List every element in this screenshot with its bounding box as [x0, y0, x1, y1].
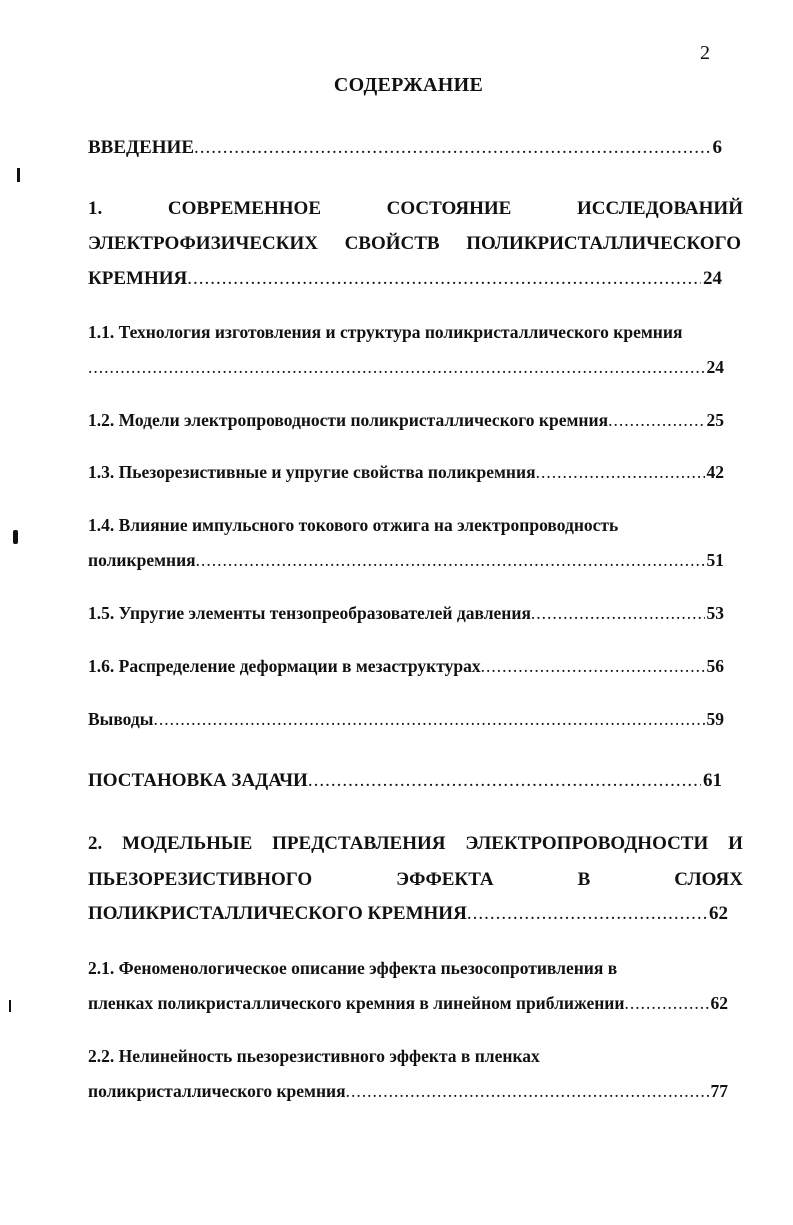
dot-leader	[531, 603, 705, 624]
dot-leader	[196, 550, 705, 571]
toc-label: поликремния	[88, 550, 196, 570]
toc-label: 1.6. Распределение деформации в мезаструктурах	[88, 656, 481, 676]
word: 1.	[88, 198, 103, 219]
toc-page: 61	[703, 770, 722, 791]
toc-entry-2-1-title: 2.1. Феноменологическое описание эффекта пьезосопротивления в	[88, 958, 618, 978]
toc-entry-intro	[88, 137, 722, 159]
word: ПРЕДСТАВЛЕНИЯ	[272, 833, 446, 854]
page-title: СОДЕРЖАНИЕ	[333, 74, 484, 96]
toc-entry-1-6	[88, 656, 724, 677]
toc-page: 6	[712, 137, 722, 158]
dot-leader	[346, 1081, 709, 1102]
dot-leader	[187, 268, 701, 290]
dot-leader	[608, 410, 704, 431]
word: СЛОЯХ	[674, 869, 743, 890]
toc-entry-1-1-title: 1.1. Технология изготовления и структура поликристаллического кремния	[88, 322, 683, 342]
scan-mark	[13, 530, 18, 544]
page-number: 2	[700, 42, 710, 64]
dot-leader	[624, 993, 708, 1014]
toc-chapter2-line1	[88, 833, 743, 855]
toc-page: 51	[706, 550, 724, 570]
toc-entry-1-1	[88, 357, 724, 378]
toc-entry-2-2-title: 2.2. Нелинейность пьезорезистивного эффекта в пленках	[88, 1046, 540, 1066]
toc-page: 42	[706, 462, 724, 482]
toc-chapter1-line2	[88, 233, 741, 255]
toc-entry-1-3	[88, 462, 724, 483]
toc-chapter2-line2	[88, 869, 743, 891]
toc-label: поликристаллического кремния	[88, 1081, 346, 1101]
word: ЭЛЕКТРОПРОВОДНОСТИ	[465, 833, 709, 854]
toc-entry-2-2	[88, 1081, 728, 1102]
toc-label: 1.3. Пьезорезистивные и упругие свойства поликремния	[88, 462, 536, 482]
toc-page: 62	[709, 903, 728, 924]
toc-label: ВВЕДЕНИЕ	[88, 137, 194, 158]
dot-leader	[536, 462, 705, 483]
toc-entry-chapter1	[88, 268, 722, 290]
toc-entry-chapter2	[88, 903, 728, 925]
toc-entry-1-4-title: 1.4. Влияние импульсного токового отжига на электропроводность	[88, 515, 619, 535]
toc-page: 56	[706, 656, 724, 676]
word: ЭЛЕКТРОФИЗИЧЕСКИХ	[88, 233, 318, 254]
toc-label: Выводы	[88, 709, 154, 729]
toc-entry-1-4	[88, 550, 724, 571]
toc-entry-1-2	[88, 410, 724, 431]
toc-label: ПОЛИКРИСТАЛЛИЧЕСКОГО КРЕМНИЯ	[88, 903, 467, 924]
dot-leader	[88, 357, 705, 378]
scan-mark	[9, 1000, 11, 1012]
dot-leader	[481, 656, 705, 677]
scan-mark	[17, 168, 20, 182]
word: ПОЛИКРИСТАЛЛИЧЕСКОГО	[466, 233, 741, 254]
toc-page: 53	[706, 603, 724, 623]
toc-chapter1-line1	[88, 198, 743, 220]
word: СОСТОЯНИЕ	[386, 198, 512, 219]
toc-page: 25	[706, 410, 724, 430]
word: СВОЙСТВ	[344, 233, 440, 254]
toc-label: 1.5. Упругие элементы тензопреобразователей давления	[88, 603, 531, 623]
word: 2.	[88, 833, 103, 854]
dot-leader	[153, 709, 704, 730]
toc-label: 1.2. Модели электропроводности поликристаллического кремния	[88, 410, 609, 430]
toc-entry-1-5	[88, 603, 724, 624]
word: СОВРЕМЕННОЕ	[167, 198, 321, 219]
word: МОДЕЛЬНЫЕ	[122, 833, 253, 854]
dot-leader	[194, 137, 711, 159]
word: В	[577, 869, 591, 890]
toc-entry-2-1	[88, 993, 728, 1014]
toc-label: пленках поликристаллического кремния в линейном приближении	[88, 993, 625, 1013]
toc-page: 24	[706, 357, 724, 377]
dot-leader	[467, 903, 707, 925]
toc-label: ПОСТАНОВКА ЗАДАЧИ	[88, 770, 308, 791]
toc-label: КРЕМНИЯ	[88, 268, 188, 289]
word: ЭФФЕКТА	[396, 869, 494, 890]
dot-leader	[308, 770, 701, 792]
toc-page: 77	[710, 1081, 728, 1101]
toc-page: 62	[710, 993, 728, 1013]
word: ИССЛЕДОВАНИЙ	[577, 198, 743, 219]
toc-entry-problem-statement	[88, 770, 722, 792]
toc-page: 24	[703, 268, 722, 289]
word: ПЬЕЗОРЕЗИСТИВНОГО	[88, 869, 313, 890]
toc-entry-conclusions	[88, 709, 724, 730]
word: И	[728, 833, 743, 854]
toc-page: 59	[706, 709, 724, 729]
